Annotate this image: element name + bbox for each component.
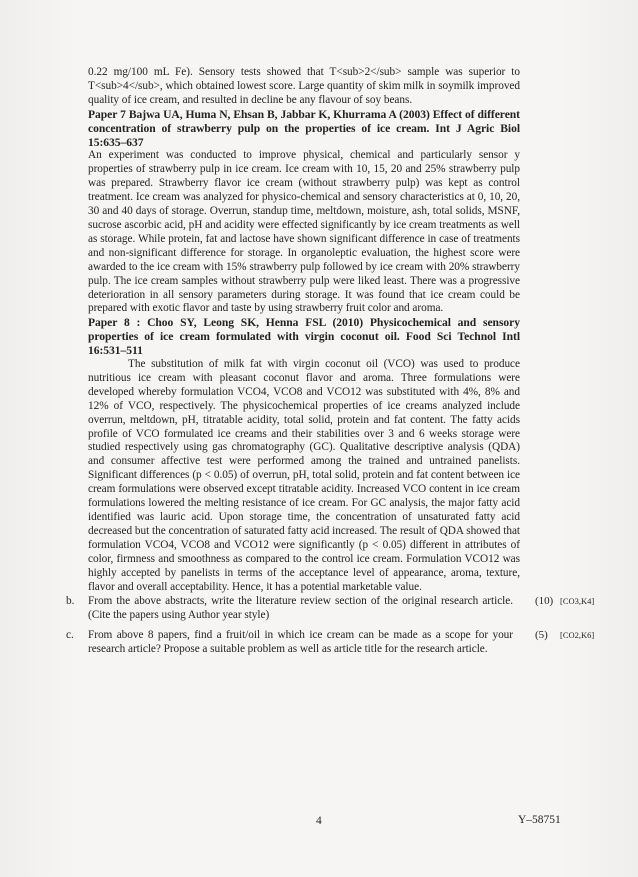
continuation-paragraph: 0.22 mg/100 mL Fe). Sensory tests showed that T<sub>2</sub> sample was superior to T<sub>4</sub>, which obtained lowest score. Large quantity of skim milk in soymilk improved quality of ice cream, and resulted in decline be any flavour of soy beans. — [88, 66, 520, 106]
question-marks: (5) — [535, 629, 548, 642]
question-b — [66, 595, 595, 623]
question-label: b. — [66, 595, 75, 608]
question-text: From the above abstracts, write the literature review section of the original research article. (Cite the papers using Author year style) — [88, 595, 513, 622]
paper-7-title: Paper 7 Bajwa UA, Huma N, Ehsan B, Jabbar K, Khurrama A (2003) Effect of different concentration of strawberry pulp on the properties of ice cream. Int J Agric Biol 15:635–637 — [88, 107, 520, 149]
page-content — [66, 66, 595, 657]
paper-code: Y–58751 — [518, 814, 561, 826]
paper-7-abstract: An experiment was conducted to improve physical, chemical and particularly sensor y properties of strawberry pulp in ice cream. Ice cream with 10, 15, 20 and 25% strawberry pulp was prepared. Strawberry flavor ice cream (without strawberry pulp) was kept as control treatment. Ice cream was analyzed for physico-chemical and sensory characteristics at 0, 10, 20, 30 and 40 days of storage. Overrun, standup time, meltdown, moisture, ash, total solids, MSNF, sucrose ascorbic acid, pH and acidity were effected significantly by ice cream treatments as well as storage. While protein, fat and lactose have shown significant difference in case of treatments and non-significant difference for storage. In organoleptic evaluation, the highest score were awarded to the ice cream with 15% strawberry pulp followed by ice cream with 20% strawberry pulp. The ice cream samples without strawberry pulp were liked least. There was a progressive deterioration in all sensory parameters during storage. It was found that ice cream could be prepared with exotic flavor and taste by using strawberry fruit color and aroma. — [88, 149, 520, 315]
paper-8-title: Paper 8 : Choo SY, Leong SK, Henna FSL (2010) Physicochemical and sensory properties of ice cream formulated with virgin coconut oil. Food Sci Technol Intl 16:531–511 — [88, 316, 520, 358]
page-number: 4 — [316, 815, 322, 827]
question-co-tag: [CO2,K6] — [560, 630, 595, 641]
question-c — [66, 629, 595, 657]
question-marks: (10) — [535, 595, 554, 608]
question-text: From above 8 papers, find a fruit/oil in which ice cream can be made as a scope for your research article? Propose a suitable problem as well as article title for the research article. — [88, 629, 513, 656]
question-co-tag: [CO3,K4] — [560, 596, 595, 607]
question-label: c. — [66, 629, 74, 642]
paper-8-abstract: The substitution of milk fat with virgin coconut oil (VCO) was used to produce nutritious ice cream with pleasant coconut flavor and aroma. Three formulations were developed whereby formulation VCO4, VCO8 and VCO12 was substituted with 4%, 8% and 12% of VCO, respectively. The physicochemical properties of ice creams analyzed include overrun, meltdown, pH, titratable acidity, total solid, protein and fat content. The fatty acids profile of VCO formulated ice creams and their stabilities over 3 and 6 weeks storage were studied respectively using gas chromatography (GC). Qualitative descriptive analysis (QDA) and consumer affective test were performed among the trained and untrained panelists. Significant differences (p < 0.05) of overrun, pH, total solid, protein and fat content between ice cream formulations were observed except titratable acidity. Increased VCO content in ice cream formulations lowered the melting resistance of ice cream. For GC analysis, the major fatty acid identified was lauric acid. Upon storage time, the concentration of unsaturated fatty acid decreased but the concentration of saturated fatty acid increased. The result of QDA showed that formulation VCO4, VCO8 and VCO12 were significantly (p < 0.05) different in attributes of color, firmness and smoothness as compared to the control ice cream. Formulation VCO12 was highly accepted by panelists in terms of the acceptance level of appearance, aroma, texture, flavor and overall acceptability. Hence, it has a potential marketable value. — [88, 358, 520, 593]
